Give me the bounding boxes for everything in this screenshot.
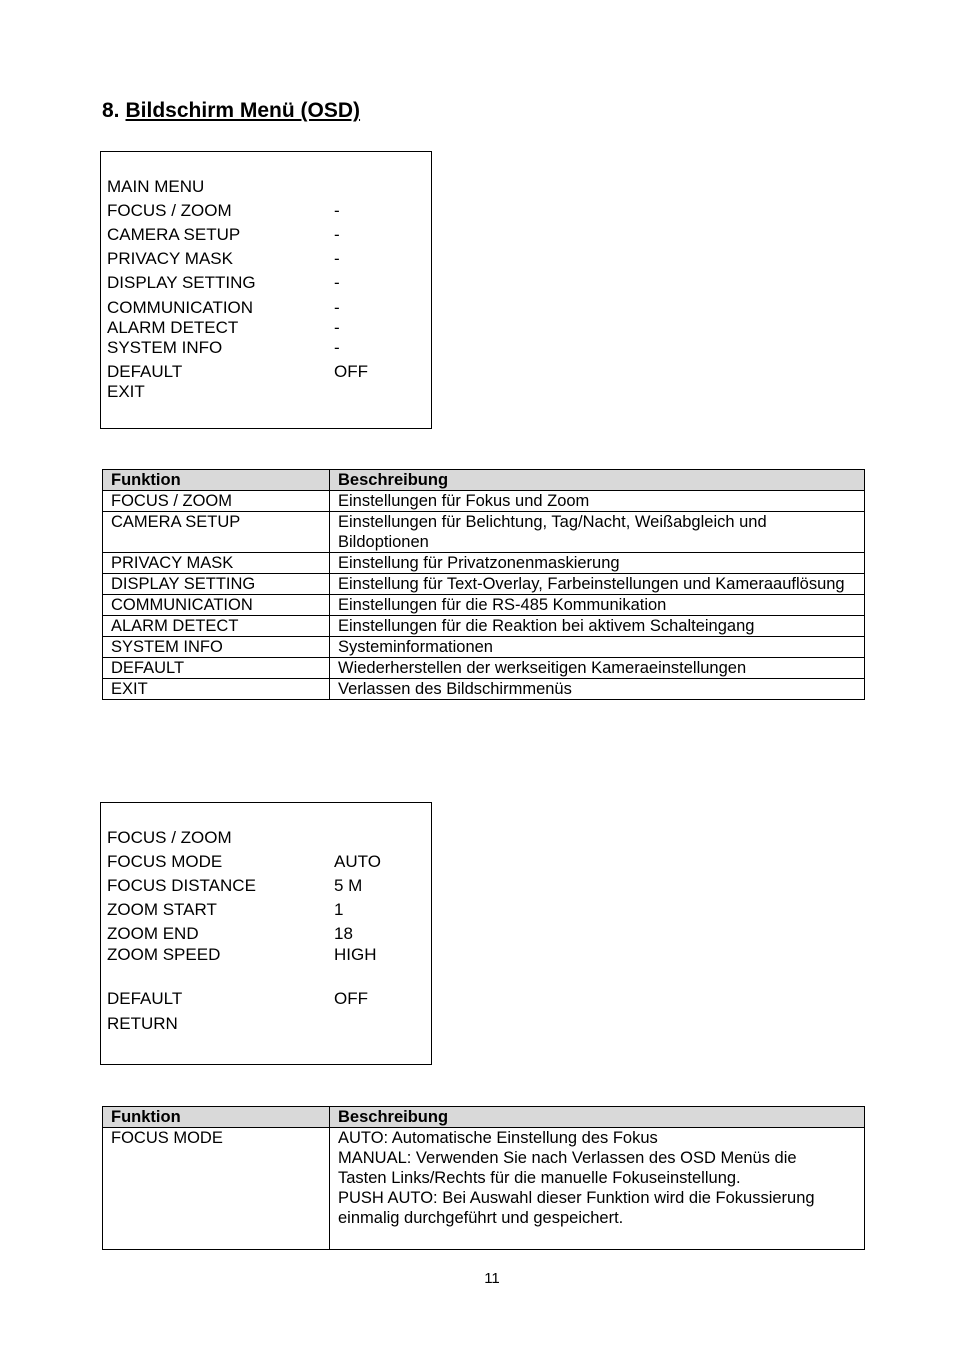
cell-function: EXIT [103,679,330,700]
cell-function: COMMUNICATION [103,595,330,616]
osd-item-value: AUTO [334,852,381,871]
focus-zoom-osd [100,802,432,1065]
osd-item-label: DISPLAY SETTING [107,273,256,292]
osd-item-value: 1 [334,900,344,919]
osd-item-value: - [334,249,340,268]
section-heading [102,99,360,123]
osd-item-label: DEFAULT [107,362,183,381]
description-line: Tasten Links/Rechts für die manuelle Fokuseinstellung. [338,1169,741,1187]
header-funktion: Funktion [103,1107,330,1128]
osd-item-label: PRIVACY MASK [107,249,233,268]
table-header-row [103,1107,865,1128]
osd-item-label: ZOOM START [107,900,217,919]
osd-item-label: ZOOM SPEED [107,945,221,964]
page-number: 11 [484,1270,500,1287]
osd-item-value: OFF [334,362,368,381]
cell-function: FOCUS MODE [103,1128,330,1250]
cell-description: Verlassen des Bildschirmmenüs [330,679,865,700]
cell-function: DISPLAY SETTING [103,574,330,595]
osd-item-label: ZOOM END [107,924,199,943]
cell-description [330,1128,865,1250]
table-row [103,679,865,700]
osd-item-label: ALARM DETECT [107,318,239,337]
description-line: PUSH AUTO: Bei Auswahl dieser Funktion wird die Fokussierung [338,1189,815,1207]
table-row [103,574,865,595]
main-menu-function-table [102,469,865,700]
osd-item-label: CAMERA SETUP [107,225,241,244]
cell-function: DEFAULT [103,658,330,679]
osd-item-value: - [334,338,340,357]
osd-menu-title: FOCUS / ZOOM [107,828,232,847]
cell-function: SYSTEM INFO [103,637,330,658]
description-line: AUTO: Automatische Einstellung des Fokus [338,1129,658,1147]
osd-item-label: SYSTEM INFO [107,338,223,357]
table-header-row [103,470,865,491]
table-row [103,637,865,658]
cell-description: Einstellung für Text-Overlay, Farbeinstellungen und Kameraauflösung [330,574,865,595]
osd-item-value: - [334,318,340,337]
cell-function: FOCUS / ZOOM [103,491,330,512]
osd-item-label: FOCUS MODE [107,852,223,871]
cell-description: Einstellungen für Belichtung, Tag/Nacht, Weißabgleich und Bildoptionen [330,512,865,553]
section-number: 8. [102,99,120,122]
cell-function: ALARM DETECT [103,616,330,637]
cell-description: Systeminformationen [330,637,865,658]
osd-item-value: OFF [334,989,368,1008]
table-row [103,491,865,512]
cell-description: Einstellungen für die Reaktion bei aktivem Schalteingang [330,616,865,637]
header-funktion: Funktion [103,470,330,491]
cell-function: PRIVACY MASK [103,553,330,574]
osd-item-label: EXIT [107,382,145,401]
section-title: Bildschirm Menü (OSD) [125,99,361,122]
main-menu-osd [100,151,432,429]
cell-description: Wiederherstellen der werkseitigen Kameraeinstellungen [330,658,865,679]
osd-item-value: 18 [334,924,353,943]
cell-description: Einstellungen für Fokus und Zoom [330,491,865,512]
osd-item-label: FOCUS DISTANCE [107,876,256,895]
osd-item-value: - [334,298,340,317]
table-row [103,595,865,616]
osd-item-value: - [334,225,340,244]
focus-zoom-function-table [102,1106,865,1250]
cell-description: Einstellung für Privatzonenmaskierung [330,553,865,574]
osd-item-value: - [334,201,340,220]
cell-description: Einstellungen für die RS-485 Kommunikation [330,595,865,616]
osd-item-label: DEFAULT [107,989,183,1008]
osd-item-label: COMMUNICATION [107,298,254,317]
osd-item-label: RETURN [107,1014,178,1033]
osd-menu-title: MAIN MENU [107,177,205,196]
description-line: MANUAL: Verwenden Sie nach Verlassen des OSD Menüs die [338,1149,797,1167]
header-beschreibung: Beschreibung [330,470,865,491]
osd-item-value: 5 M [334,876,363,895]
cell-function: CAMERA SETUP [103,512,330,553]
table-row [103,658,865,679]
osd-item-label: FOCUS / ZOOM [107,201,232,220]
description-line: einmalig durchgeführt und gespeichert. [338,1209,624,1227]
osd-item-value: HIGH [334,945,377,964]
table-row [103,553,865,574]
table-row [103,1128,865,1250]
header-beschreibung: Beschreibung [330,1107,865,1128]
table-row [103,512,865,553]
table-row [103,616,865,637]
osd-item-value: - [334,273,340,292]
